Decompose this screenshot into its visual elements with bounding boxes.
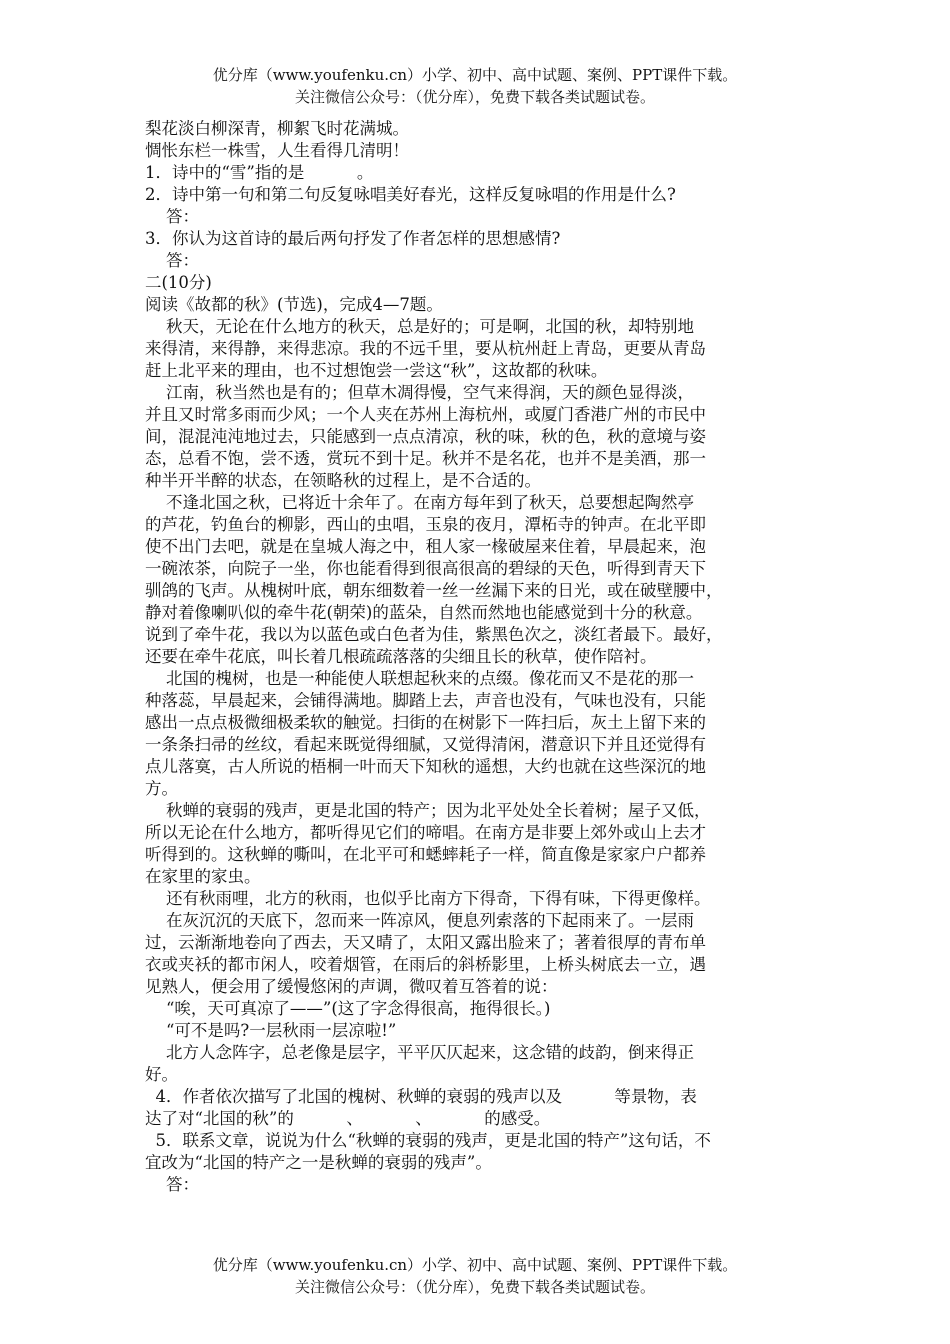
text-line: 梨花淡白柳深青，柳絮飞时花满城。: [145, 119, 409, 138]
text-line: 还有秋雨哩，北方的秋雨，也似乎比南方下得奇，下得有味，下得更像样。: [145, 889, 711, 908]
text-line: 来得清，来得静，来得悲凉。我的不远千里，要从杭州赶上青岛，更要从青岛: [145, 339, 706, 358]
text-line: 见熟人，便会用了缓慢悠闲的声调，微叹着互答着的说：: [145, 977, 558, 996]
text-line: 点儿落寞，古人所说的梧桐一叶而天下知秋的遥想，大约也就在这些深沉的地: [145, 757, 706, 776]
text-line: 说到了牵牛花，我以为以蓝色或白色者为佳，紫黑色次之，淡红者最下。最好，: [145, 625, 723, 644]
text-line: 答：: [145, 1175, 199, 1194]
text-line: 衣或夹袄的都市闲人，咬着烟管，在雨后的斜桥影里，上桥头树底去一立，遇: [145, 955, 706, 974]
text-line: 感出一点点极微细极柔软的触觉。扫街的在树影下一阵扫后，灰土上留下来的: [145, 713, 706, 732]
text-line: 4．作者依次描写了北国的槐树、秋蝉的衰弱的残声以及 等景物，表: [145, 1087, 697, 1106]
text-line: 达了对“北国的秋”的 、 、 的感受。: [145, 1109, 551, 1128]
text-line: 方。: [145, 779, 178, 798]
text-line: 宜改为“北国的特产之一是秋蝉的衰弱的残声”。: [145, 1153, 492, 1172]
text-line: 并且又时常多雨而少风；一个人夹在苏州上海杭州，或厦门香港广州的市民中: [145, 405, 706, 424]
text-line: 赶上北平来的理由，也不过想饱尝一尝这“秋”，这故都的秋味。: [145, 361, 608, 380]
document-body: [145, 118, 807, 1196]
text-line: 种半开半醉的状态，在领略秋的过程上，是不合适的。: [145, 471, 541, 490]
text-line: 北国的槐树，也是一种能使人联想起秋来的点缀。像花而又不是花的那一: [145, 669, 694, 688]
text-line: 的芦花，钓鱼台的柳影，西山的虫唱，玉泉的夜月，潭柘寺的钟声。在北平即: [145, 515, 706, 534]
text-line: 驯鸽的飞声。从槐树叶底，朝东细数着一丝一丝漏下来的日光，或在破壁腰中，: [145, 581, 723, 600]
text-line: 态，总看不饱，尝不透，赏玩不到十足。秋并不是名花，也并不是美酒，那一: [145, 449, 706, 468]
text-line: 不逢北国之秋，已将近十余年了。在南方每年到了秋天，总要想起陶然亭: [145, 493, 694, 512]
text-line: 3．你认为这首诗的最后两句抒发了作者怎样的思想感情?: [145, 229, 561, 248]
footer-line-1: 优分库（www.youfenku.cn）小学、初中、高中试题、案例、PPT课件下载。: [212, 1256, 738, 1274]
header-line-1: 优分库（www.youfenku.cn）小学、初中、高中试题、案例、PPT课件下载。: [212, 66, 738, 84]
text-line: 北方人念阵字，总老像是层字，平平仄仄起来，这念错的歧韵，倒来得正: [145, 1043, 694, 1062]
text-line: 所以无论在什么地方，都听得见它们的啼唱。在南方是非要上郊外或山上去才: [145, 823, 706, 842]
text-line: 答：: [145, 207, 199, 226]
text-line: 间，混混沌沌地过去，只能感到一点点清凉，秋的味，秋的色，秋的意境与姿: [145, 427, 706, 446]
text-line: 阅读《故都的秋》(节选)，完成4—7题。: [145, 295, 443, 314]
text-line: 还要在牵牛花底，叫长着几根疏疏落落的尖细且长的秋草，使作陪衬。: [145, 647, 657, 666]
text-line: 一条条扫帚的丝纹，看起来既觉得细腻，又觉得清闲，潜意识下并且还觉得有: [145, 735, 706, 754]
footer-line-2: 关注微信公众号：（优分库），免费下载各类试题试卷。: [294, 1278, 655, 1296]
text-line: 江南，秋当然也是有的；但草木凋得慢，空气来得润，天的颜色显得淡，: [145, 383, 694, 402]
header-line-2: 关注微信公众号：（优分库），免费下载各类试题试卷。: [294, 88, 655, 106]
text-line: “唉，天可真凉了——”(这了字念得很高，拖得很长。): [145, 999, 551, 1018]
text-line: 答：: [145, 251, 199, 270]
text-line: 种落蕊，早晨起来，会铺得满地。脚踏上去，声音也没有，气味也没有，只能: [145, 691, 706, 710]
page-footer: [0, 1254, 950, 1298]
text-line: 好。: [145, 1065, 178, 1084]
page-header: [0, 64, 950, 108]
text-line: 1．诗中的“雪”指的是 。: [145, 163, 374, 182]
text-line: “可不是吗?一层秋雨一层凉啦!”: [145, 1021, 397, 1040]
text-line: 一碗浓茶，向院子一坐，你也能看得到很高很高的碧绿的天色，听得到青天下: [145, 559, 706, 578]
text-line: 2．诗中第一句和第二句反复咏唱美好春光，这样反复咏唱的作用是什么?: [145, 185, 676, 204]
text-line: 秋天，无论在什么地方的秋天，总是好的；可是啊，北国的秋，却特别地: [145, 317, 694, 336]
text-line: 静对着像喇叭似的牵牛花(朝荣)的蓝朵，自然而然地也能感觉到十分的秋意。: [145, 603, 703, 622]
text-line: 听得到的。这秋蝉的嘶叫，在北平可和蟋蟀耗子一样，简直像是家家户户都养: [145, 845, 706, 864]
text-line: 二(10分): [145, 273, 212, 292]
text-line: 在家里的家虫。: [145, 867, 261, 886]
text-line: 使不出门去吧，就是在皇城人海之中，租人家一椽破屋来住着，早晨起来，泡: [145, 537, 706, 556]
text-line: 秋蝉的衰弱的残声，更是北国的特产；因为北平处处全长着树；屋子又低，: [145, 801, 711, 820]
text-line: 惆怅东栏一株雪，人生看得几清明！: [145, 141, 409, 160]
text-line: 5．联系文章，说说为什么“秋蝉的衰弱的残声，更是北国的特产”这句话，不: [145, 1131, 711, 1150]
text-line: 过，云渐渐地卷向了西去，天又晴了，太阳又露出脸来了；著着很厚的青布单: [145, 933, 706, 952]
text-line: 在灰沉沉的天底下，忽而来一阵凉风，便息列索落的下起雨来了。一层雨: [145, 911, 694, 930]
